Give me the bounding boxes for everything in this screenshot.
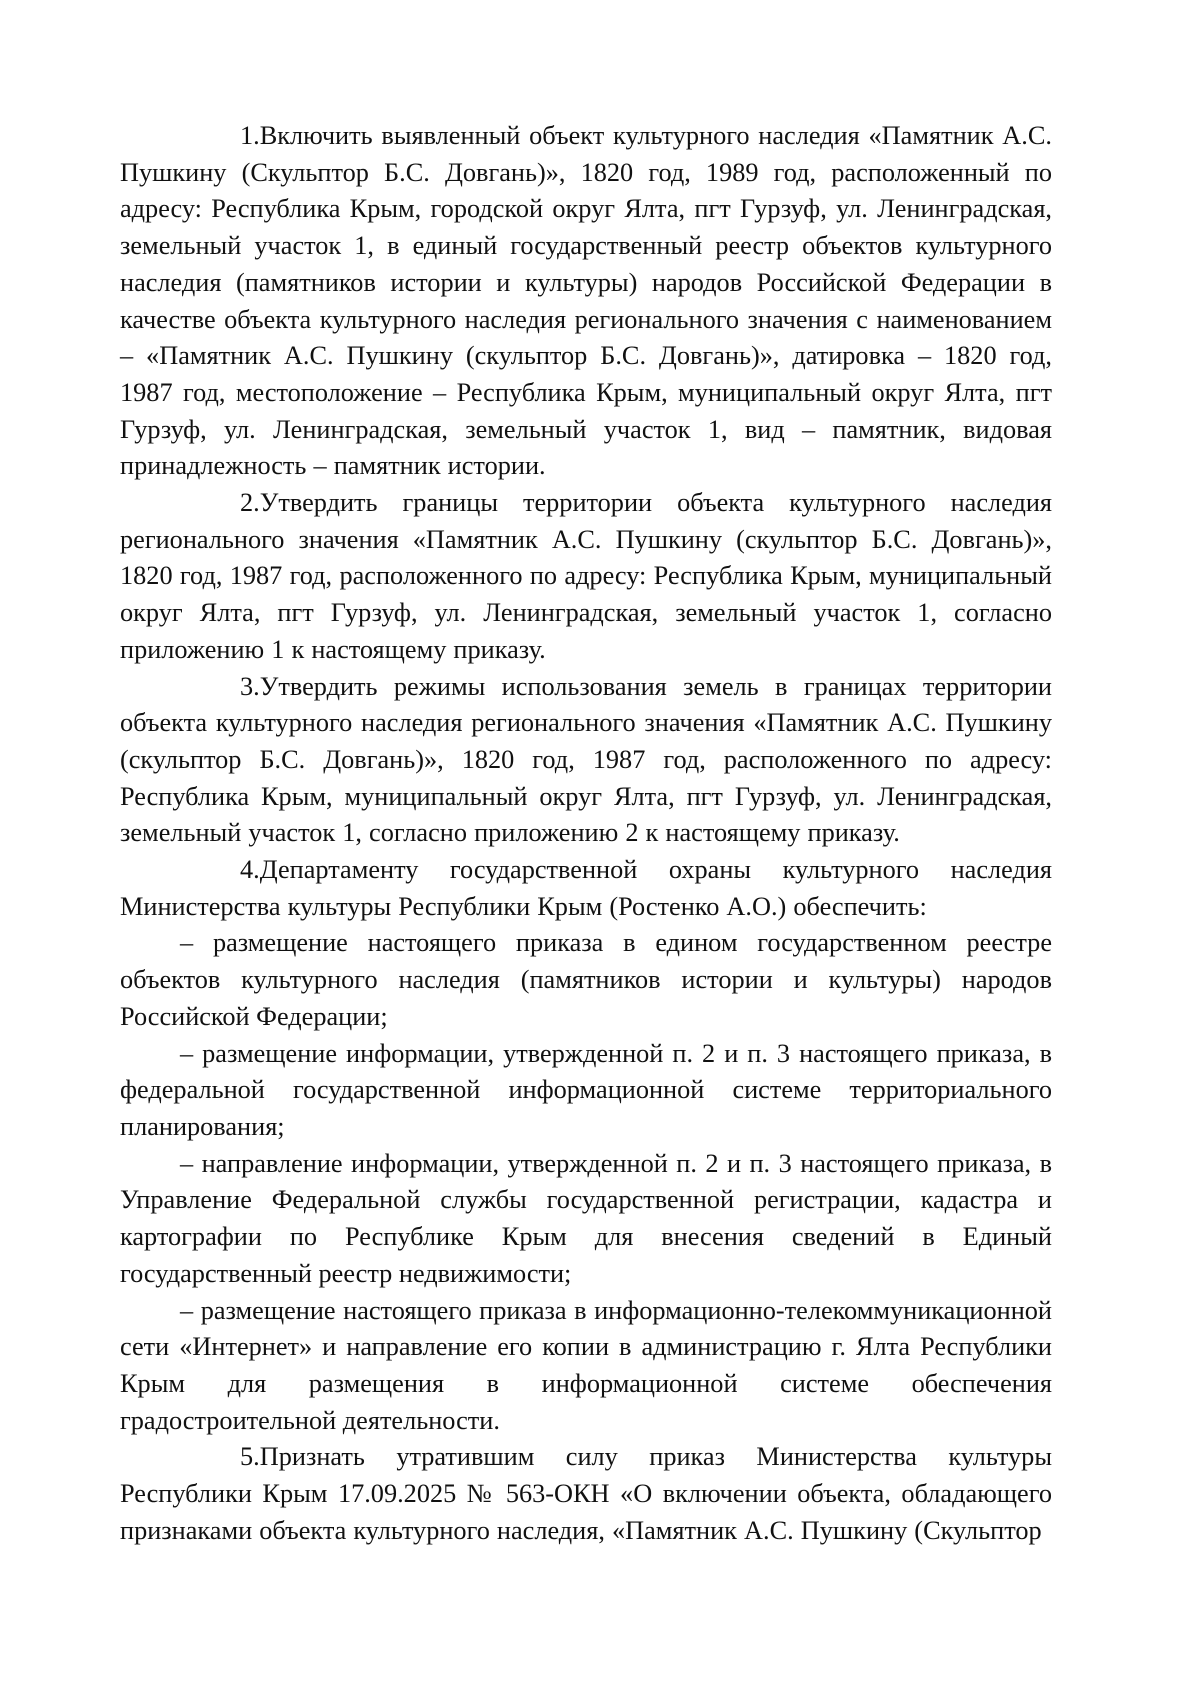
paragraph-text: Включить выявленный объект культурного наследия «Памятник А.С. Пушкину (Скульптор Б.С. Довгань)», 1820 год, 1989 год, расположенный по адресу: Республика Крым, городской округ Ялта, пгт Гурзуф, ул. Ленинградская, земельный участок 1, в единый государственный реестр объектов культурного наследия (памятников истории и культуры) народов Российской Федерации в качестве объекта культурного наследия регионального значения с наименованием – «Памятник А.С. Пушкину (скульптор Б.С. Довгань)», датировка – 1820 год, 1987 год, местоположение – Республика Крым, муниципальный округ Ялта, пгт Гурзуф, ул. Ленинградская, земельный участок 1, вид – памятник, видовая принадлежность – памятник истории. [120, 121, 1052, 481]
list-item: – размещение информации, утвержденной п. 2 и п. 3 настоящего приказа, в федеральной государственной информационной системе территориального планирования; [120, 1038, 1052, 1141]
paragraph-4 [120, 852, 1052, 925]
paragraph-number: 5. [240, 1442, 260, 1472]
paragraph-5 [120, 1439, 1052, 1549]
document-body [120, 118, 1052, 1549]
paragraph-text: Признать утратившим силу приказ Министерства культуры Республики Крым 17.09.2025 № 563-ОКН «О включении объекта, обладающего признаками объекта культурного наследия, «Памятник А.С. Пушкину (Скульптор [120, 1442, 1052, 1545]
paragraph-number: 2. [240, 488, 260, 518]
list-item: – направление информации, утвержденной п. 2 и п. 3 настоящего приказа, в Управление Федеральной службы государственной регистрации, кадастра и картографии по Республике Крым для внесения сведений в Единый государственный реестр недвижимости; [120, 1148, 1052, 1288]
paragraph-2 [120, 485, 1052, 669]
paragraph-text: Утвердить границы территории объекта культурного наследия регионального значения «Памятник А.С. Пушкину (скульптор Б.С. Довгань)», 1820 год, 1987 год, расположенного по адресу: Республика Крым, муниципальный округ Ялта, пгт Гурзуф, ул. Ленинградская, земельный участок 1, согласно приложению 1 к настоящему приказу. [120, 488, 1052, 664]
paragraph-number: 4. [240, 855, 260, 885]
list-item: – размещение настоящего приказа в едином государственном реестре объектов культурного наследия (памятников истории и культуры) народов Российской Федерации; [120, 928, 1052, 1031]
paragraph-text: Утвердить режимы использования земель в границах территории объекта культурного наследия регионального значения «Памятник А.С. Пушкину (скульптор Б.С. Довгань)», 1820 год, 1987 год, расположенного по адресу: Республика Крым, муниципальный округ Ялта, пгт Гурзуф, ул. Ленинградская, земельный участок 1, согласно приложению 2 к настоящему приказу. [120, 671, 1052, 848]
paragraph-text: Департаменту государственной охраны культурного наследия Министерства культуры Республики Крым (Ростенко А.О.) обеспечить: [120, 855, 1052, 921]
paragraph-3 [120, 669, 1052, 853]
paragraph-1 [120, 118, 1052, 485]
paragraph-number: 1. [240, 121, 260, 150]
paragraph-number: 3. [240, 671, 260, 701]
list-item: – размещение настоящего приказа в информационно-телекоммуникационной сети «Интернет» и направление его копии в администрацию г. Ялта Республики Крым для размещения в информационной системе обеспечения градостроительной деятельности. [120, 1295, 1052, 1435]
